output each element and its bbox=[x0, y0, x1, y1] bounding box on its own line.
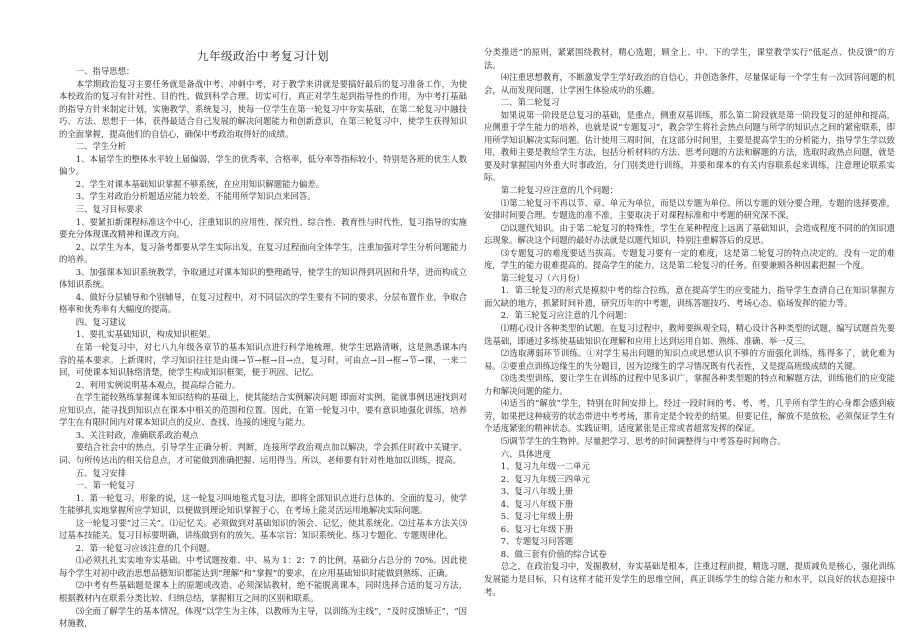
paragraph: ⑵选取薄弱环节训练。①对学生易出问题的知识点或思想认识不够的方面强化训练，练得多了，就化难为易。②要重点训练边缘生的失分题目，因为边缘生的学习情况既有代表性，又是提高班级成绩的关键。 bbox=[484, 348, 895, 371]
section-heading: 一、指导思想： bbox=[75, 66, 135, 76]
paragraph: 在第一轮复习中，对七八九年级各章节的基本知识点进行科学地梳理，使学生思路清晰，这是熟悉课本内容的基本要求。上新课时，学习知识往往是由课→节→框→目→点，复习时，可由点→目→框→节→课，一来二回，可使课本知识脉络清楚，使学生构成知识框架，便于巩固、记忆。 bbox=[59, 342, 467, 378]
paragraph: ⑵中考有些基础题是课本上的原题或改造、必须深钻教材，绝不能脱离课本，同时选择合适的复习方法，根据教材内在联系分类比较、归纳总结，掌握相互之间的区别和联系。 bbox=[59, 580, 467, 603]
schedule-item: 7、专题复习问答题 bbox=[500, 536, 574, 547]
paragraph: 如果说第一阶段是总复习的基础，是重点，侧重双基训练，那么第二阶段就是第一阶段复习的延伸和提高，应侧重于学生能力的培养，也就是说“专题复习”，教会学生将社会热点问题与所学的知识点之间的紧密联系，即用所学知识解决实际问题。估计使用三周时间，在这部分时间里，主要是提高学生的分析能力，指导学生学以致用，教师主要是教给学生方法，包括分析材料的方法、思考问题的方法和解题的方法，选取时政热点问题，就是要及时掌握国内外重大时事政治，分门别类进行训练，并要和课本的有关内容联系起来训练，注意理论联系实际。 bbox=[484, 109, 895, 183]
paragraph: 1、本届学生的整体水平较上届偏弱，学生的优秀率，合格率，低分率等指标较小，特别是各班的优生人数偏少。 bbox=[59, 153, 467, 177]
section-heading: 五、复习安排 bbox=[75, 467, 127, 478]
paragraph: 总之，在政治复习中，发掘教材，夯实基础是根本，注重过程前提，精选习题，提质减负是核心，强化训练发展能力是目标，只有这样才能开发学生的思维空间，真正训练学生的综合能力和水平，以良好的状态迎接中考。 bbox=[484, 561, 895, 597]
paragraph: ⑴精心设计各种类型的试题。在复习过程中，教师要纵观全局，精心设计各种类型的试题，编写试题首先要选基础，即通过多练使基础知识在理解和应用上达到运用自如、熟练、准确、举一反三。 bbox=[484, 323, 895, 346]
schedule-item: 8、做三套有价值的综合试卷 bbox=[500, 548, 607, 559]
paragraph: 本学期政治复习主要任务就是备战中考、冲刺中考，对于教学来讲就是要搞好最后的复习准备工作，为使本校政治的复习有针对性、目的性、做到科学合理、切实可行，真正对学生起到指导性的作用，为中考打基础的指导方针来制定计划，实施教学，系统复习，使每一位学生在第一轮复习中夯实基础，在第二轮复习中融技巧、方法、思想于一体，获得最适合自己发展的解决问题能力和创新意识，在第三轮复习中，使学生获得知识的全面掌握，提高他们的自信心，确保中考政治取得好的成绩。 bbox=[59, 78, 467, 139]
paragraph: 4、做好分层辅导和个别辅导，在复习过程中，对不同层次的学生要有不同的要求，分层布置作业，争取合格率和优秀率有大幅度的提高。 bbox=[59, 291, 467, 315]
paragraph: ⑷注重思想教育，不断激发学生学好政治的自信心，并创造条件，尽量保证每一个学生有一次回答问题的机会，从而发现问题，让学困生体验成功的乐趣。 bbox=[484, 72, 895, 95]
paragraph: ⑵以题代知识。由于第二轮复习的特殊性，学生在某种程度上远离了基础知识，会造成程度不同的的知识遗忘现象。解决这个问题的最好办法就是以题代知识，特别注重解答后的反思。 bbox=[484, 222, 895, 246]
schedule-item: 2、复习九年级三四单元 bbox=[500, 473, 590, 484]
paragraph: ⑷适当的“解放”学生，特别在时间安排上。经过一段时间的考、考、考，几乎所有学生的心身都会感到疲劳，如果把这种疲劳的状态带进中考考场，那肯定是个较差的结果。但要记住，解放不是放松，必须保证学生有个适度紧张的精神状态。实践证明，适度紧张是正常或者超常发挥的保证。 bbox=[484, 398, 895, 434]
paragraph: 在学生能较熟练掌握课本知识结构的基础上，使其能结合实例解决问题 即面对实例，能就事例迅速找到对应知识点，能寻找到知识点在课本中相关的范围和位置。因此，在第一轮复习中，要有意识地强化训练，培养学生在有限时间内对课本知识点的反应、查找、连接的速度与能力。 bbox=[59, 392, 467, 428]
left-column-body bbox=[59, 65, 467, 630]
paragraph: ⑶全面了解学生的基本情况，体现“以学生为主体，以教师为主导，以训练为主线”，“及时反馈矫正”，“因材施教， bbox=[59, 605, 467, 629]
paragraph: 这一轮复习要“过三关”。⑴记忆关。必须做到对基础知识的领会、记忆，使其系统化。⑵过基本方法关⑶过基本技能关。复习目标要明确，讲练做到有的放矢。基本宗旨：知识系统化、练习专题化、专题规律化。 bbox=[59, 517, 467, 541]
section-heading: 二、学生分析 bbox=[75, 141, 127, 152]
paragraph: ⑴第二轮复习不再以节、章、单元为单位，而是以专题为单位。所以专题的划分要合理，专题的选择要准，安排时间要合理。专题选的准不准，主要取决于对课程标准和中考题的研究深不深。 bbox=[484, 197, 895, 221]
paragraph: 1．第三轮复习的形式是模拟中考的综合拉练，意在提高学生的应变能力，指导学生查清自己在知识掌握方面欠缺的地方，抓紧时间补遗，研究历年的中考题，训练答题技巧、考场心态、临场发挥的能力等。 bbox=[484, 285, 895, 308]
paragraph: ⑸调节学生的生物钟。尽量把学习、思考的时间调整得与中考答卷时间吻合。 bbox=[500, 435, 786, 446]
paragraph: 1、要紧扣新课程标准这个中心，注重知识的应用性、探究性、综合性、教育性与时代性，复习指导的实施要充分体现课改精神和课改方向。 bbox=[59, 216, 467, 240]
paragraph: 2．第一轮复习应该注意的几个问题。 bbox=[75, 542, 216, 553]
document-title: 九年级政治中考复习计划 bbox=[197, 49, 329, 63]
section-heading: 三、复习目标要求 bbox=[75, 204, 143, 215]
paragraph: 3、加强课本知识系统教学，争取通过对课本知识的整理疏导，使学生的知识得到巩固和升华，进而构成立体知识系统。 bbox=[59, 266, 467, 290]
schedule-item: 3、复习八年级上册 bbox=[500, 486, 574, 497]
paragraph: 2．第三轮复习应注意的几个问题： bbox=[500, 310, 632, 321]
schedule-item: 6、复习七年级下册 bbox=[500, 523, 574, 534]
paragraph: 3、关注时政，准确联系政治观点 bbox=[75, 429, 199, 440]
paragraph: 2、利用实例说明基本观点，提高综合能力。 bbox=[75, 379, 241, 390]
section-heading: 第三轮复习（六月份） bbox=[500, 272, 585, 283]
schedule-item: 4、复习八年级下册 bbox=[500, 498, 574, 509]
paragraph: 1、要扎实基础知识，构成知识框架。 bbox=[75, 329, 216, 340]
paragraph: ⑶选类型训练，要让学生在训练的过程中见多识广，掌握各种类型题的特点和解题方法，训练他们的应变能力和解决问题的能力。 bbox=[484, 373, 895, 396]
section-heading: 六、具体进度 bbox=[500, 448, 552, 459]
paragraph: ⑴必须扎扎实实地夯实基础。中考试题按难、中、易为 1：2：7 的比例，基础分占总分的 70%。因此使每个学生对初中政治思想品德知识都能达到“理解”和“掌握”的要求，在应用基础知识时能做到熟练、正确。 bbox=[59, 555, 467, 578]
section-heading: 一、第一轮复习 bbox=[75, 480, 135, 491]
paragraph: ⑶专题复习的难度要适当拔高。专题复习要有一定的难度，这是第二轮复习的特点决定的。没有一定的难度，学生的能力很难提高的。提高学生的能力，这是第二轮复习的任务。但要兼顾各种因素把握一个度。 bbox=[484, 247, 895, 271]
left-column bbox=[59, 48, 467, 630]
paragraph: 要结合社会中的热点，引导学生正确分析、判断，连接所学政治观点加以解决，学会抓住时政中关键字、词、句所传达出的相关信息点，才可能做到准确把握、运用得当。所以，老师要有针对性地加以训练，提高。 bbox=[59, 442, 467, 465]
paragraph-continuation: 分类推进”的原则，紧紧围绕教材，精心选题，顾全上、中、下的学生，课堂教学实行“低起点、快反馈”的方法。 bbox=[484, 47, 895, 70]
paragraph: 2、以学生为本，复习备考都要从学生实际出发，在复习过程面向全体学生，注重加强对学生分析问题能力的培养。 bbox=[59, 241, 467, 265]
section-heading: 二、第二轮复习 bbox=[500, 97, 560, 108]
schedule-item: 1、复习九年级一二单元 bbox=[500, 461, 590, 472]
paragraph: 1．第一轮复习，形象的说，这一轮复习叫地毯式复习法，即将全部知识点进行总体的、全面的复习，使学生能够扎实地掌握所应学知识，以便做到理论知识掌握于心，在考场上能灵活运用地解决实际问题。 bbox=[59, 492, 467, 516]
section-heading: 四、复习建议 bbox=[75, 316, 127, 327]
paragraph: 3、学生对政治分析题适应能力较差，不能用所学知识点来回答。 bbox=[75, 191, 316, 202]
section-heading: 第二轮复习应注意的几个问题： bbox=[500, 185, 619, 196]
schedule-item: 5、复习七年级上册 bbox=[500, 511, 574, 522]
right-column-body bbox=[484, 46, 895, 598]
paragraph: 2、学生对课本基础知识掌握不够系统，在应用知识解题能力偏差。 bbox=[75, 178, 324, 189]
right-column bbox=[484, 46, 895, 598]
